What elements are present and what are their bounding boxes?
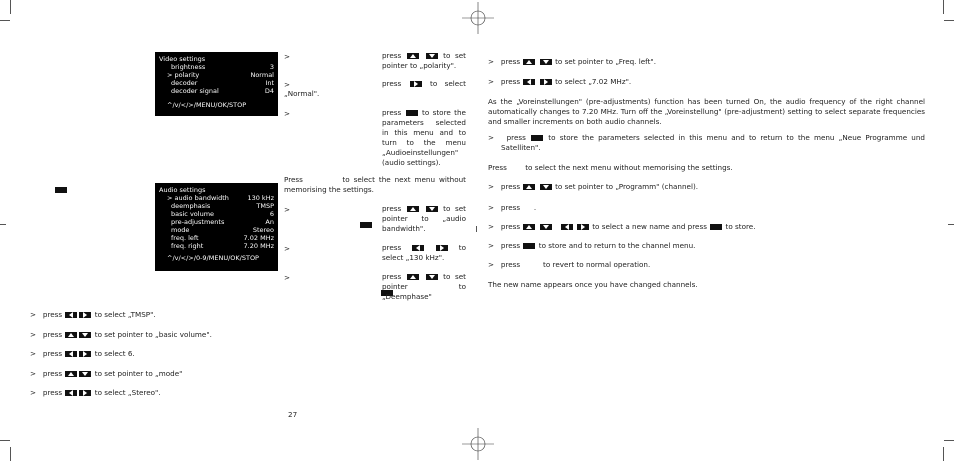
menu-footer: ^/v/</>/MENU/OK/STOP [167,101,247,109]
audio-settings-screen [155,183,278,271]
right-step-2: > press to select „7.02 MHz". [488,77,632,86]
video-settings-title: Video settings [159,55,206,63]
menu-key-icon [55,187,67,193]
up-key-icon [523,59,535,65]
mid-step-3: press to store the parameters selected in this menu and to turn to the menu „Audioeinstellungen" (audio settings). [382,108,466,167]
down-key-icon [540,184,552,190]
menu-row: basic volume 6 [171,210,274,218]
right-key-icon [436,245,448,251]
up-key-icon [407,53,419,59]
right-key-icon [79,312,91,318]
mid-step-6: press to select „130 kHz". [382,243,466,262]
ok-key-icon [531,135,543,141]
menu-row-selected: > audio bandwidth 130 kHz [167,194,274,202]
crop-mark [944,440,954,441]
menu-row: mode Stereo [171,226,274,234]
ok-key-icon [406,110,418,116]
step-marker: > [284,52,291,61]
left-key-icon [561,224,573,230]
menu-row: decoder Int [171,79,274,87]
right-key-icon [410,81,422,87]
audio-settings-title: Audio settings [159,186,206,194]
menu-row: pre-adjustments An [171,218,274,226]
down-key-icon [426,274,438,280]
page-number: 27 [288,410,298,419]
registration-mark-top [462,2,494,34]
up-key-icon [65,332,77,338]
right-step-7: > press to store and to return to the channel menu. [488,241,696,250]
right-paragraph: As the „Voreinstellungen" (pre-adjustments) function has been turned On, the audio frequency of the right channel automatically changes to 7.20 MHz. Turn off the „Voreinstellung" (pre-adjustment) setting to select separate frequencies and smaller increments on both audio channels. [488,97,925,126]
ok-key-icon [523,243,535,249]
right-key-icon [540,79,552,85]
crop-mark [0,440,10,441]
left-key-icon [65,312,77,318]
left-step: > press to set pointer to „mode" [30,369,183,378]
step-marker: > [284,244,291,253]
right-key-icon [79,351,91,357]
menu-footer: ^/v/</>/0-9/MENU/OK/STOP [167,254,259,262]
left-key-icon [523,79,535,85]
step-marker: > [284,205,291,214]
crop-mark [10,447,11,461]
left-key-icon [65,351,77,357]
mid-press-next: Press to select the next menu without memorising the settings. [284,175,466,194]
up-key-icon [523,224,535,230]
step-marker: > [284,273,291,282]
menu-row-selected: > polarity Normal [167,71,274,79]
down-key-icon [540,59,552,65]
down-key-icon [540,224,552,230]
crop-mark [10,0,11,14]
mid-step-7: press to set pointer to „Deemphase" [382,272,466,301]
registration-mark-bottom [462,428,494,460]
mid-step-2: press to select [382,79,466,88]
right-step-3: > press to store the parameters selected in this menu and to return to the menu „Neue Programme und Satelliten". [488,133,925,152]
left-step: > press to select „TMSP". [30,310,156,319]
menu-row: freq. left 7.02 MHz [171,234,274,242]
mid-step-1: press to set pointer to „polarity". [382,51,466,70]
right-step-6: > press to select a new name and press to store. [488,222,756,231]
down-key-icon [79,371,91,377]
left-step: > press to select „Stereo". [30,388,161,397]
right-step-4: > press to set pointer to „Programm" (channel). [488,182,699,191]
right-key-icon [79,390,91,396]
menu-row: deemphasis TMSP [171,202,274,210]
step-marker: > [284,80,291,89]
up-key-icon [407,206,419,212]
crop-mark [0,20,10,21]
menu-row: brightness 3 [171,63,274,71]
down-key-icon [79,332,91,338]
right-final-note: The new name appears once you have changed channels. [488,280,698,289]
down-key-icon [426,206,438,212]
video-settings-screen [155,52,278,116]
fold-mark [476,226,477,232]
right-step-5: > press . [488,203,537,212]
edge-mark [948,224,954,225]
up-key-icon [407,274,419,280]
left-key-icon [65,390,77,396]
crop-mark [944,20,954,21]
left-step: > press to select 6. [30,349,135,358]
crop-mark [943,0,944,14]
right-press-next: Press to select the next menu without memorising the settings. [488,163,733,172]
up-key-icon [65,371,77,377]
step-marker: > [284,109,291,118]
mid-step-2-value: „Normal". [284,89,320,98]
right-key-icon [577,224,589,230]
menu-row: freq. right 7.20 MHz [171,242,274,250]
ok-key-icon [710,224,722,230]
left-key-icon [412,245,424,251]
menu-key-icon [360,222,372,228]
right-step-1: > press to set pointer to „Freq. left". [488,57,656,66]
up-key-icon [523,184,535,190]
right-step-8: > press to revert to normal operation. [488,260,651,269]
crop-mark [943,447,944,461]
mid-step-5: press to set pointer to „audio bandwidth". [382,204,466,233]
edge-mark [0,224,6,225]
down-key-icon [426,53,438,59]
left-step: > press to set pointer to „basic volume". [30,330,212,339]
menu-row: decoder signal D4 [171,87,274,95]
